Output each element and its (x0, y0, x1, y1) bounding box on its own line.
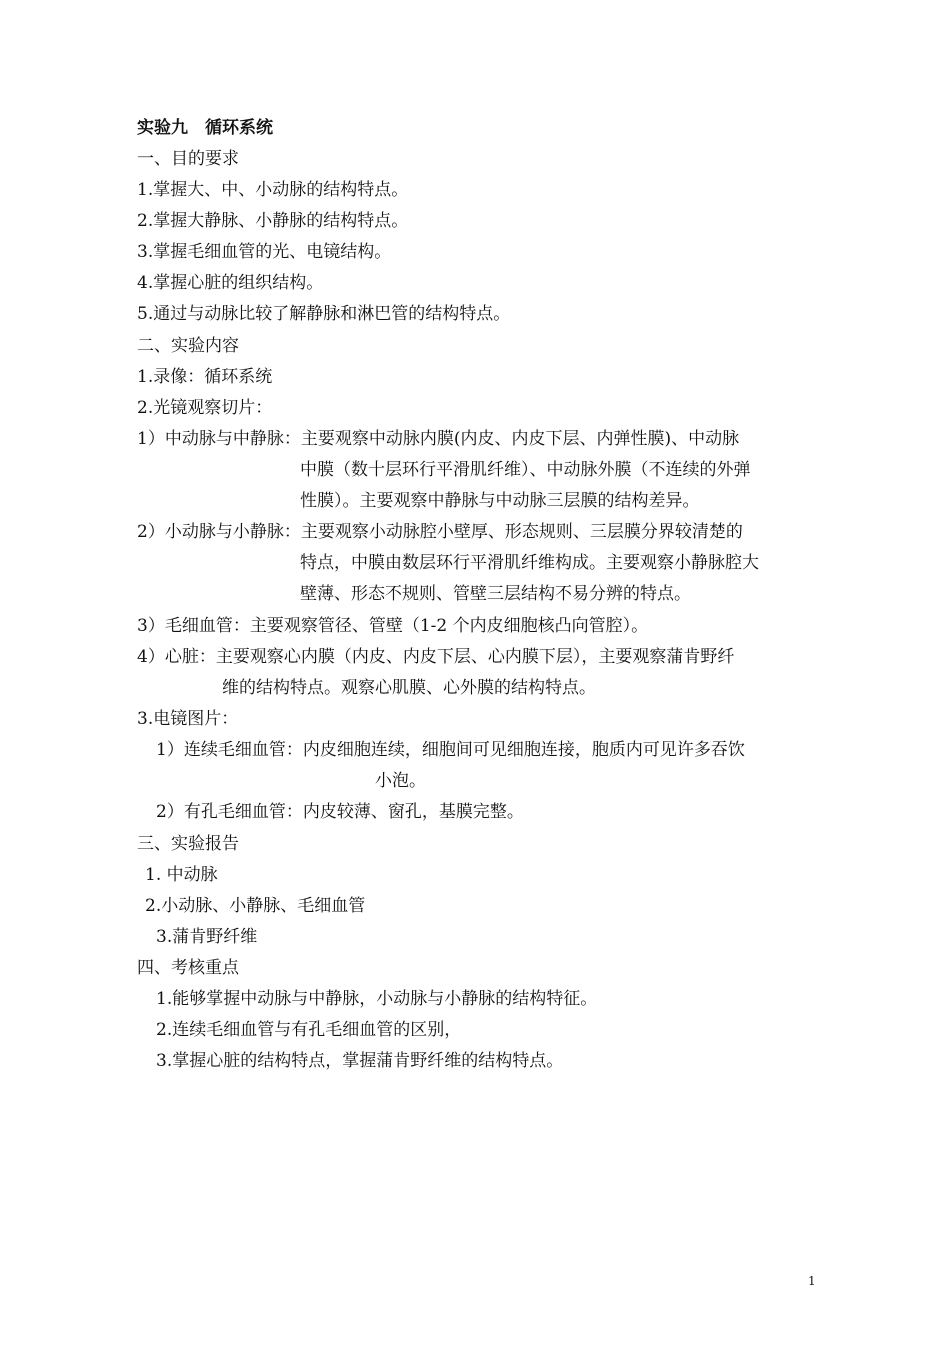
assessment-item: 3.掌握心脏的结构特点，掌握蒲肯野纤维的结构特点。 (156, 1051, 564, 1071)
slide-item-line: 3）毛细血管：主要观察管径、管壁（1-2 个内皮细胞核凸向管腔）。 (137, 616, 649, 636)
objective-item: 2.掌握大静脉、小静脉的结构特点。 (137, 211, 409, 231)
content-slides: 2.光镜观察切片： (137, 398, 273, 418)
section-heading-assessment: 四、考核重点 (137, 958, 239, 978)
slide-item-line: 4）心脏：主要观察心内膜（内皮、内皮下层、心内膜下层），主要观察蒲肯野纤 (137, 647, 735, 667)
slide-item-line: 中膜（数十层环行平滑肌纤维）、中动脉外膜（不连续的外弹 (300, 460, 751, 480)
report-item: 1. 中动脉 (145, 865, 218, 885)
slide-item-line: 2）小动脉与小静脉：主要观察小动脉腔小壁厚、形态规则、三层膜分界较清楚的 (137, 522, 743, 542)
assessment-item: 1.能够掌握中动脉与中静脉，小动脉与小静脉的结构特征。 (156, 989, 598, 1009)
slide-item-line: 壁薄、形态不规则、管壁三层结构不易分辨的特点。 (300, 584, 691, 604)
slide-item-line: 性膜）。主要观察中静脉与中动脉三层膜的结构差异。 (300, 491, 700, 511)
section-heading-content: 二、实验内容 (137, 336, 239, 356)
objective-item: 3.掌握毛细血管的光、电镜结构。 (137, 242, 392, 262)
em-item-line: 小泡。 (375, 771, 426, 791)
assessment-item: 2.连续毛细血管与有孔毛细血管的区别， (156, 1020, 462, 1040)
content-video: 1.录像：循环系统 (137, 367, 273, 387)
objective-item: 5.通过与动脉比较了解静脉和淋巴管的结构特点。 (137, 304, 511, 324)
em-item-line: 2）有孔毛细血管：内皮较薄、窗孔，基膜完整。 (156, 802, 524, 822)
objective-item: 4.掌握心脏的组织结构。 (137, 273, 324, 293)
experiment-title: 实验九 循环系统 (137, 118, 273, 138)
slide-item-line: 1）中动脉与中静脉：主要观察中动脉内膜(内皮、内皮下层、内弹性膜)、中动脉 (137, 429, 740, 449)
slide-item-line: 特点，中膜由数层环行平滑肌纤维构成。主要观察小静脉腔大 (300, 553, 759, 573)
section-heading-report: 三、实验报告 (137, 834, 239, 854)
page-number: 1 (808, 1274, 816, 1288)
slide-item-line: 维的结构特点。观察心肌膜、心外膜的结构特点。 (222, 678, 596, 698)
report-item: 3.蒲肯野纤维 (156, 927, 258, 947)
content-em: 3.电镜图片： (137, 709, 239, 729)
section-heading-objectives: 一、目的要求 (137, 149, 239, 169)
em-item-line: 1）连续毛细血管：内皮细胞连续，细胞间可见细胞连接，胞质内可见许多吞饮 (156, 740, 745, 760)
report-item: 2.小动脉、小静脉、毛细血管 (145, 896, 366, 916)
objective-item: 1.掌握大、中、小动脉的结构特点。 (137, 180, 409, 200)
